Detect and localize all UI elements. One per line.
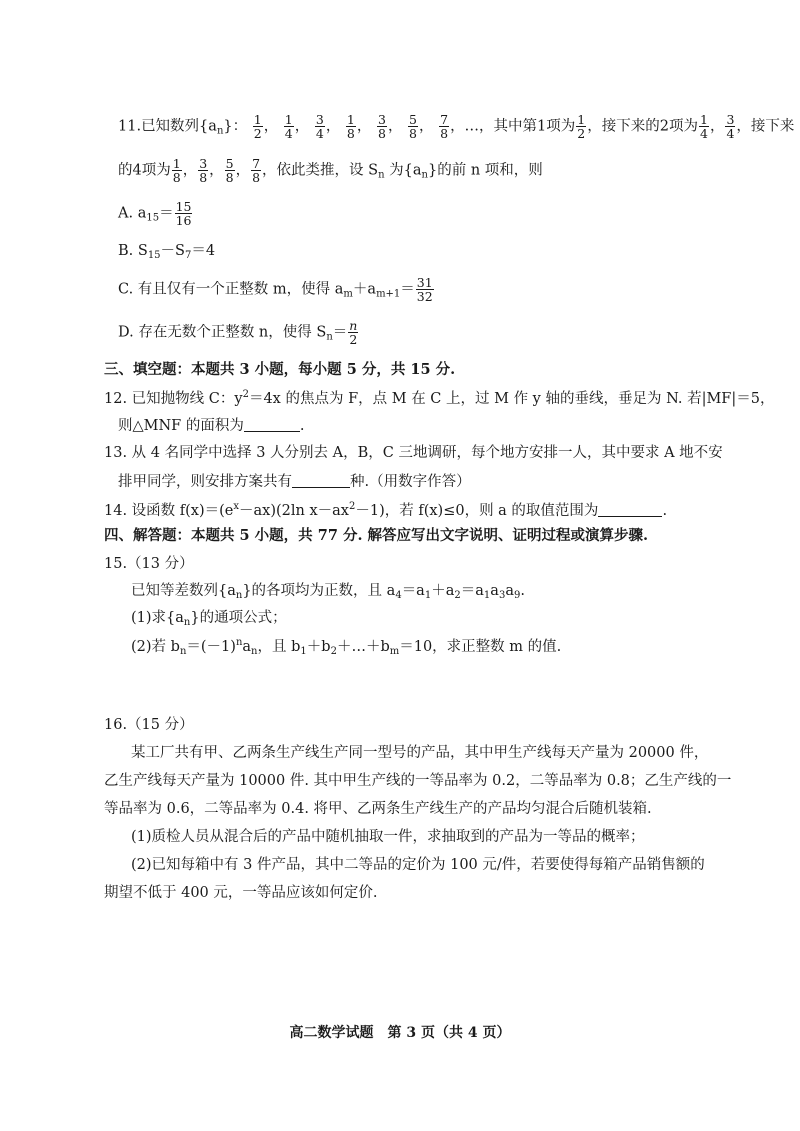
q13-line-2: 排甲同学，则安排方案共有 种.（用数字作答） (118, 474, 471, 490)
q11-option-d: D. 存在无数个正整数 n，使得 $S_n=$ $\frac{n}{2}$ (118, 318, 358, 348)
q12-line-2: 则△MNF 的面积为 . (118, 418, 305, 434)
fraction: $\frac{1}{2}$ (577, 112, 586, 142)
q13-line-1: 13. 从 4 名同学中选择 3 人分别去 A，B，C 三地调研，每个地方安排一人，其中要求 A 地不安 (104, 445, 723, 461)
answer-blank (598, 502, 662, 517)
section-4-heading: 四、解答题：本题共 5 小题，共 77 分. 解答应写出文字说明、证明过程或演算步骤. (104, 527, 649, 544)
seq-fraction: $\frac{5}{8}$ (409, 112, 417, 142)
answer-blank (244, 417, 300, 432)
q16-heading: 16.（15 分） (104, 717, 194, 733)
fraction: $\frac{1}{8}$ (172, 156, 181, 186)
q16-line-1: 某工厂共有甲、乙两条生产线生产同一型号的产品，其中甲生产线每天产量为 20000 件， (131, 745, 709, 761)
seq-fraction: $\frac{3}{8}$ (377, 112, 386, 142)
seq-fraction: $\frac{7}{8}$ (440, 112, 449, 142)
q11-line-2: 的4项为 $\frac{1}{8}$ ， $\frac{3}{8}$ ， $\frac{5}{8}$ ， $\frac{7}{8}$ ，依此类推，设 $S_n$ 为$\{a_n\}$的前 n 项和，则 (118, 156, 543, 186)
q11-option-a: A. $a_{15}=$ $\frac{15}{16}$ (118, 199, 192, 229)
section-3-heading: 三、填空题：本题共 3 小题，每小题 5 分，共 15 分. (104, 361, 456, 378)
q15-part-2: (2)若 $b_n=(-1)^na_n$，且 $b_1+b_2+\dots+b_m=10$，求正整数 m 的值. (131, 637, 562, 657)
fraction: $\frac{n}{2}$ (349, 318, 358, 348)
q16-part-1: (1)质检人员从混合后的产品中随机抽取一件，求抽取到的产品为一等品的概率； (131, 829, 645, 845)
answer-blank (292, 473, 350, 488)
seq-fraction: $\frac{3}{4}$ (315, 112, 324, 142)
q15-stem: 已知等差数列$\{a_n\}$的各项均为正数，且 $a_4=a_1+a_2=a_1a_3a_9$. (131, 583, 525, 601)
fraction: $\frac{15}{16}$ (175, 199, 192, 229)
q16-part-2a: (2)已知每箱中有 3 件产品，其中二等品的定价为 100 元/件，若要使得每箱产品销售额的 (131, 857, 705, 873)
fraction: $\frac{5}{8}$ (225, 156, 234, 186)
q11-option-b: B. $S_{15}-S_7=4$ (118, 243, 216, 261)
q15-part-1: (1)求$\{a_n\}$的通项公式； (131, 610, 287, 628)
fraction: $\frac{7}{8}$ (252, 156, 261, 186)
seq-fraction: $\frac{1}{2}$ (253, 112, 262, 142)
q11-number: 11. (118, 118, 142, 135)
fraction: $\frac{31}{32}$ (416, 275, 433, 305)
q16-line-3: 等品率为 0.6，二等品率为 0.4. 将甲、乙两条生产线生产的产品均匀混合后随机装箱. (104, 801, 652, 817)
q14-line: 14. 设函数 $f(x)=(e^x-ax)(2\ln$ $x-ax^2-1$)，若 f(x)≤0，则 a 的取值范围为 . (104, 501, 668, 519)
page-footer: 高二数学试题 第 3 页（共 4 页） (289, 1025, 511, 1041)
q16-line-2: 乙生产线每天产量为 10000 件. 其中甲生产线的一等品率为 0.2，二等品率为 0.8；乙生产线的一 (104, 773, 732, 789)
fraction: $\frac{3}{4}$ (726, 112, 735, 142)
q12-line-1: 12. 已知抛物线 C：$y^2=4x$ 的焦点为 F，点 M 在 C 上，过 M 作 y 轴的垂线，垂足为 N. 若|MF|＝5， (104, 389, 775, 407)
seq-fraction: $\frac{1}{4}$ (284, 112, 293, 142)
q16-part-2b: 期望不低于 400 元，一等品应该如何定价. (104, 885, 378, 901)
q11-line-1: 11.已知数列$\{a_n\}$： $\frac{1}{2}$ ， $\frac{1}{4}$ ， $\frac{3}{4}$ ， $\frac{1}{8}$ ， $\frac{3}{8}$ ， $\frac{5}{8}$ ， $\frac{7}{8}$ ，…，其中第1项为 $\frac{1}{2}$ ，接下来的2项为 $\frac{1}{4}$ ， $\frac{3}{4}$ ，接下来 (118, 112, 795, 142)
q11-option-c: C. 有且仅有一个正整数 m，使得 $a_m+a_{m+1}=$ $\frac{31}{32}$ (118, 275, 433, 305)
q15-heading: 15.（13 分） (104, 556, 194, 572)
seq-fraction: $\frac{1}{8}$ (346, 112, 355, 142)
fraction: $\frac{3}{8}$ (199, 156, 208, 186)
fraction: $\frac{1}{4}$ (699, 112, 708, 142)
